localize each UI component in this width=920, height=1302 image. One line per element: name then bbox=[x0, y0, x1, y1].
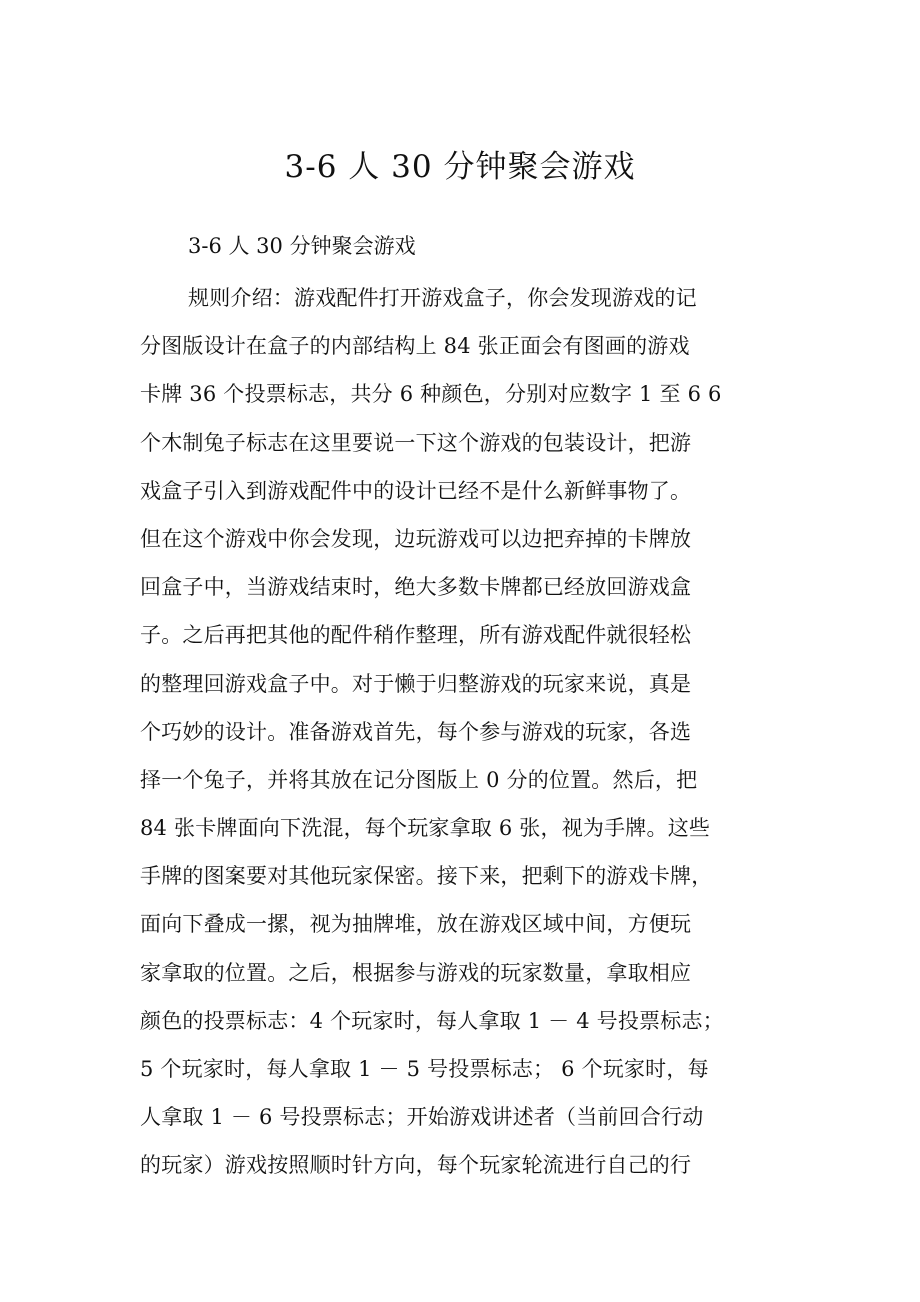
body-line: 但在这个游戏中你会发现，边玩游戏可以边把弃掉的卡牌放 bbox=[140, 526, 692, 551]
body-line: 面向下叠成一摞，视为抽牌堆，放在游戏区域中间，方便玩 bbox=[140, 912, 692, 937]
body-line: 颜色的投票标志：4 个玩家时，每人拿取 1 － 4 号投票标志； bbox=[140, 1008, 724, 1033]
body-line: 手牌的图案要对其他玩家保密。接下来，把剩下的游戏卡牌， bbox=[140, 864, 713, 889]
body-line: 5 个玩家时，每人拿取 1 － 5 号投票标志； 6 个玩家时，每 bbox=[140, 1057, 709, 1081]
body-line: 个巧妙的设计。准备游戏首先，每个参与游戏的玩家，各选 bbox=[140, 719, 692, 744]
body-line: 84 张卡牌面向下洗混，每个玩家拿取 6 张，视为手牌。这些 bbox=[140, 816, 711, 841]
document-title: 3-6 人 30 分钟聚会游戏 bbox=[284, 149, 636, 185]
body-line: 家拿取的位置。之后，根据参与游戏的玩家数量，拿取相应 bbox=[140, 960, 692, 985]
body-line: 的玩家）游戏按照顺时针方向，每个玩家轮流进行自己的行 bbox=[140, 1153, 692, 1178]
body-line: 的整理回游戏盒子中。对于懒于归整游戏的玩家来说，真是 bbox=[140, 671, 692, 696]
body-line: 人拿取 1 － 6 号投票标志；开始游戏讲述者（当前回合行动 bbox=[140, 1105, 704, 1130]
document-subtitle: 3-6 人 30 分钟聚会游戏 bbox=[188, 234, 416, 258]
body-text bbox=[140, 274, 790, 1190]
body-line: 分图版设计在盒子的内部结构上 84 张正面会有图画的游戏 bbox=[140, 334, 690, 359]
body-line: 戏盒子引入到游戏配件中的设计已经不是什么新鲜事物了。 bbox=[140, 478, 692, 503]
body-line: 择一个兔子，并将其放在记分图版上 0 分的位置。然后，把 bbox=[140, 767, 698, 792]
body-line: 规则介绍：游戏配件打开游戏盒子，你会发现游戏的记 bbox=[188, 286, 697, 310]
body-line: 卡牌 36 个投票标志，共分 6 种颜色，分别对应数字 1 至 6 6 bbox=[140, 382, 722, 407]
body-line: 子。之后再把其他的配件稍作整理，所有游戏配件就很轻松 bbox=[140, 623, 692, 648]
body-line: 回盒子中，当游戏结束时，绝大多数卡牌都已经放回游戏盒 bbox=[140, 575, 692, 600]
body-line: 个木制兔子标志在这里要说一下这个游戏的包装设计，把游 bbox=[140, 430, 692, 455]
